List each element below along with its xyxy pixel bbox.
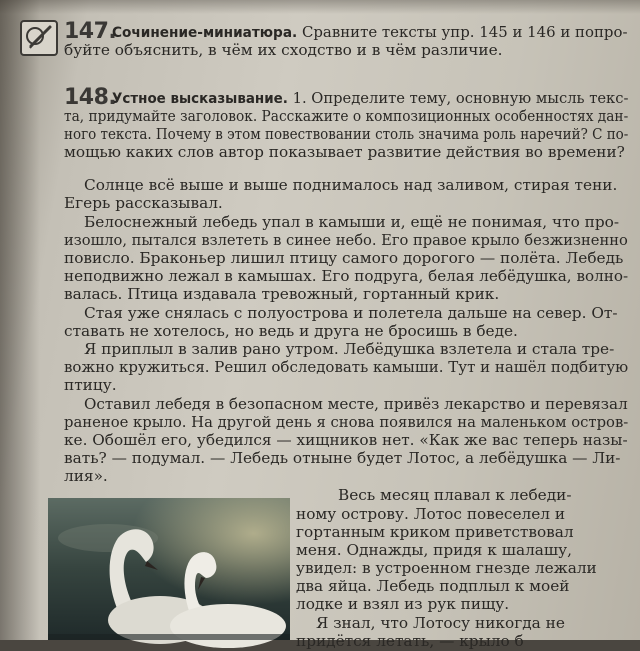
page-shadow-top [0,0,640,14]
story-line: повисло. Браконьер лишил птицу самого дорогого — полёта. Лебедь [64,249,624,267]
swans-photo [48,498,290,640]
side-text-line: Я знал, что Лотосу никогда не [316,614,565,632]
exercise-147-number: 147. [64,19,117,44]
story-line: изошло, пытался взлететь в синее небо. Его правое крыло безжизненно [64,231,628,249]
side-text-line: лодке и взял из рук пищу. [296,595,510,613]
story-line: Стая уже снялась с полуострова и полетела дальше на север. От- [84,304,618,322]
exercise-148-text-1: 1. Определите тему, основную мысль текс- [292,89,629,107]
side-text-line: придётся летать, — крыло б [296,632,524,650]
story-line: раненое крыло. На другой день я снова появился на маленьком остров- [64,413,629,431]
story-line: лия». [64,467,108,485]
side-text-line: Весь месяц плавал к лебеди- [338,486,572,504]
story-line: Я приплыл в залив рано утром. Лебёдушка взлетела и стала тре- [84,340,615,358]
story-line: ке. Обошёл его, убедился — хищников нет. «Как же вас теперь назы- [64,431,628,449]
exercise-148-line-4: мощью каких слов автор показывает развитие действия во времени? [64,143,625,161]
story-line: Солнце всё выше и выше поднималось над заливом, стирая тени. [84,176,618,194]
exercise-147-title: Сочинение-миниатюра. [112,25,298,41]
side-text-line: гортанным криком приветствовал [296,523,574,541]
exercise-148-line-2: та, придумайте заголовок. Расскажите о композиционных особенностях дан- [64,107,629,125]
page-shadow-left [0,0,40,640]
side-text-line: увидел: в устроенном гнезде лежали [296,559,597,577]
story-line: неподвижно лежал в камышах. Его подруга, белая лебёдушка, волно- [64,267,629,285]
story-line: Белоснежный лебедь упал в камыши и, ещё не понимая, что про- [84,213,620,231]
story-line: Оставил лебедя в безопасном месте, привёз лекарство и перевязал [84,395,628,413]
exercise-148-number: 148. [64,85,117,110]
story-line: ставать не хотелось, но ведь и друга не бросишь в беде. [64,322,518,340]
exercise-148-title: Устное высказывание. [112,91,288,107]
story-line: птицу. [64,376,117,394]
exercise-147-line-2: буйте объяснить, в чём их сходство и в чём различие. [64,41,503,59]
pen-writing-icon [20,20,58,56]
side-text-line: два яйца. Лебедь подплыл к моей [296,577,570,595]
side-text-line: ному острову. Лотос повеселел и [296,505,566,523]
side-text-line: меня. Однажды, придя к шалашу, [296,541,572,559]
story-line: Егерь рассказывал. [64,194,223,212]
exercise-148-line-3: ного текста. Почему в этом повествовании столь значима роль наречий? С по- [64,125,629,143]
exercise-147-text-1: Сравните тексты упр. 145 и 146 и попро- [301,23,628,41]
story-line: вать? — подумал. — Лебедь отныне будет Лотос, а лебёдушка — Ли- [64,449,621,467]
story-line: вожно кружиться. Решил обследовать камыши. Тут и нашёл подбитую [64,358,629,376]
story-line: валась. Птица издавала тревожный, гортанный крик. [64,285,500,303]
